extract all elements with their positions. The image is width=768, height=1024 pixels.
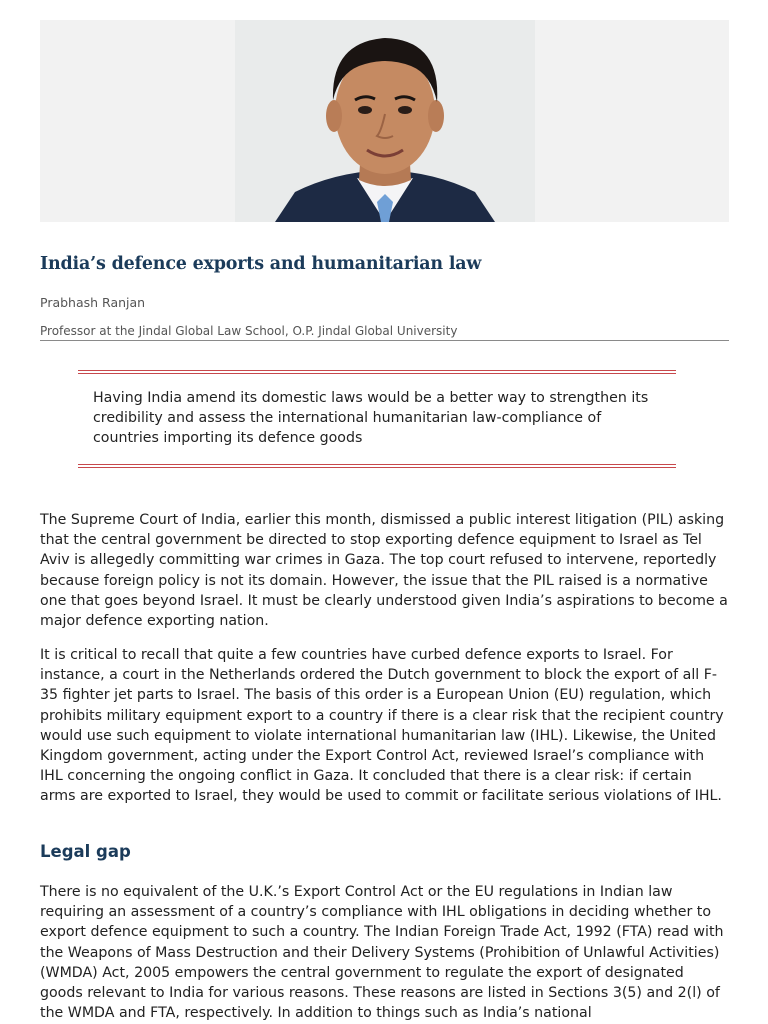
pull-quote-text: Having India amend its domestic laws would be a better way to strengthen its credibility and assess the international humanitarian law-compliance of countries importing its defence goods <box>93 390 649 447</box>
section-subheading: Legal gap <box>40 842 131 861</box>
pull-quote-top-rule <box>78 370 676 374</box>
pull-quote <box>78 370 676 468</box>
pull-quote-bottom-rule <box>78 464 676 468</box>
author-designation: Professor at the Jindal Global Law School, O.P. Jindal Global University <box>40 324 729 341</box>
hero-image-panel <box>40 20 729 222</box>
article-paragraph: The Supreme Court of India, earlier this month, dismissed a public interest litigation (PIL) asking that the central government be directed to stop exporting defence equipment to Israel as Tel Aviv is allegedly committing war crimes in Gaza. The top court refused to intervene, reportedly because foreign policy is not its domain. However, the issue that the PIL raised is a normative one that goes beyond Israel. It must be clearly understood given India’s aspirations to become a major defence exporting nation. <box>40 512 728 630</box>
author-portrait <box>235 20 535 222</box>
article-paragraph: It is critical to recall that quite a few countries have curbed defence exports to Israel. For instance, a court in the Netherlands ordered the Dutch government to block the export of all F-35 fighter jet parts to Israel. The basis of this order is a European Union (EU) regulation, which prohibits military equipment export to a country if there is a clear risk that the recipient country would use such equipment to violate international humanitarian law (IHL). Likewise, the United Kingdom government, acting under the Export Control Act, reviewed Israel’s compliance with IHL concerning the ongoing conflict in Gaza. It concluded that there is a clear risk: if certain arms are exported to Israel, they would be used to commit or facilitate serious violations of IHL. <box>40 647 724 805</box>
author-name[interactable]: Prabhash Ranjan <box>40 295 146 310</box>
article-paragraph: There is no equivalent of the U.K.’s Export Control Act or the EU regulations in Indian law requiring an assessment of a country’s compliance with IHL obligations in deciding whether to export defence equipment to such a country. The Indian Foreign Trade Act, 1992 (FTA) read with the Weapons of Mass Destruction and their Delivery Systems (Prohibition of Unlawful Activities) (WMDA) Act, 2005 empowers the central government to regulate the export of designated goods relevant to India for various reasons. These reasons are listed in Sections 3(5) and 2(l) of the WMDA and FTA, respectively. In addition to things such as India’s national <box>40 884 724 1022</box>
article-headline: India’s defence exports and humanitarian law <box>40 254 482 274</box>
author-portrait-illustration <box>235 20 535 222</box>
